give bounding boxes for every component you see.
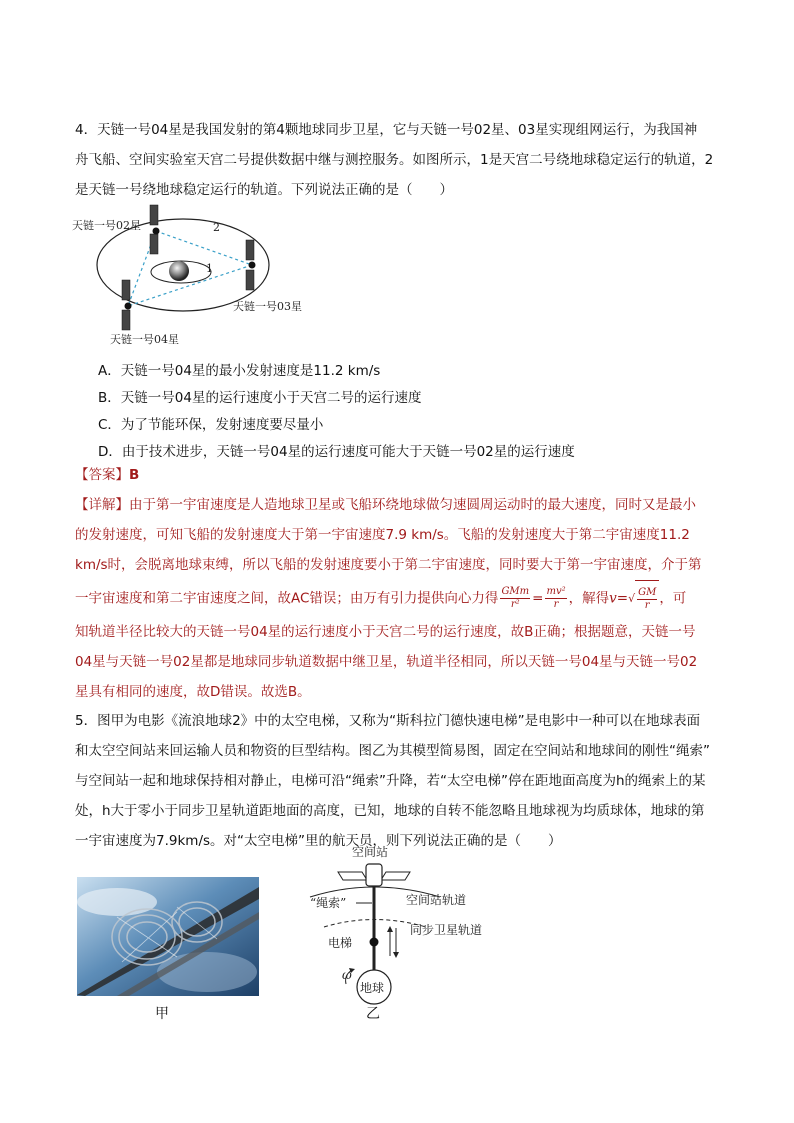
label-elevator: 电梯 bbox=[328, 936, 353, 950]
label-sat-02: 天链一号02星 bbox=[72, 219, 141, 232]
q4-option-a: A．天链一号04星的最小发射速度是11.2 km/s bbox=[98, 363, 381, 379]
formula-gmm-fraction bbox=[500, 586, 530, 611]
answer-value: B bbox=[129, 467, 140, 483]
caption-jia: 甲 bbox=[155, 1006, 169, 1022]
sqrt-den: r bbox=[644, 599, 650, 611]
q4-stem bbox=[75, 115, 735, 205]
earth-icon bbox=[169, 261, 189, 281]
label-sat-03: 天链一号03星 bbox=[233, 300, 302, 313]
q4-option-c: C．为了节能环保，发射速度要尽量小 bbox=[98, 417, 324, 433]
elevator-icon bbox=[370, 938, 379, 947]
station-body-icon bbox=[366, 864, 382, 886]
q5-stem-line4: 处，h大于零小于同步卫星轨道距地面的高度，已知，地球的自转不能忽略且地球视为均质球体，地球的第 bbox=[75, 803, 705, 819]
label-earth: 地球 bbox=[360, 981, 385, 995]
detail-line1 bbox=[75, 490, 735, 520]
label-rope: “绳索” bbox=[310, 896, 347, 910]
formula-eq: = bbox=[532, 590, 544, 607]
q5-stem-line1: 5．图甲为电影《流浪地球2》中的太空电梯，又称为“斯科拉门德快速电梯”是电影中一种可以在地球表面 bbox=[75, 713, 701, 729]
sqrt-num: GM bbox=[638, 586, 657, 598]
detail-line3: km/s时，会脱离地球束缚，所以飞船的发射速度要小于第二宇宙速度，同时要大于第一宇宙速度，介于第 bbox=[75, 557, 702, 573]
q4-stem-line2: 舟飞船、空间实验室天宫二号提供数据中继与测控服务。如图所示，1是天宫二号绕地球稳定运行的轨道，2 bbox=[75, 152, 714, 168]
satellite-04-icon bbox=[122, 280, 132, 330]
solar-panel-left-icon bbox=[338, 872, 367, 880]
label-sync-orbit: 同步卫星轨道 bbox=[410, 923, 483, 937]
detail-line2: 的发射速度，可知飞船的发射速度大于第一宇宙速度7.9 km/s。飞船的发射速度大于第二宇宙速度11.2 bbox=[75, 527, 690, 543]
q5-stem bbox=[75, 706, 735, 856]
detail-line5: 知轨道半径比较大的天链一号04星的运行速度小于天宫二号的运行速度，故B正确；根据题意，天链一号 bbox=[75, 624, 696, 640]
answer-tag: 【答案】 bbox=[75, 467, 129, 483]
satellite-02-icon bbox=[150, 205, 160, 254]
detail-tag: 【详解】 bbox=[75, 497, 129, 513]
f2-num: mv² bbox=[546, 586, 566, 597]
space-elevator-photo bbox=[77, 877, 259, 996]
solar-panel-right-icon bbox=[381, 872, 410, 880]
q4-orbit-figure bbox=[70, 200, 330, 350]
q5-stem-line3: 与空间站一起和地球保持相对静止，电梯可沿“绳索”升降，若“太空电梯”停在距地面高度为h的绳索上的某 bbox=[75, 773, 706, 789]
q5-stem-line2: 和太空空间站来回运输人员和物资的巨型结构。图乙为其模型简易图，固定在空间站和地球间的刚性“绳索” bbox=[75, 743, 710, 759]
q5-stem-line5: 一宇宙速度为7.9km/s。对“太空电梯”里的航天员，则下列说法正确的是（ ） bbox=[75, 833, 562, 849]
q4-stem-line1: 4．天链一号04星是我国发射的第4颗地球同步卫星，它与天链一号02星、03星实现组网运行，为我国神 bbox=[75, 122, 698, 138]
f1-num: GMm bbox=[501, 586, 530, 597]
label-orbit-2: 2 bbox=[213, 221, 220, 234]
q4-detail bbox=[75, 490, 735, 707]
q4-option-d: D．由于技术进步，天链一号04星的运行速度可能大于天链一号02星的运行速度 bbox=[98, 444, 575, 460]
q4-answer-line bbox=[75, 460, 735, 490]
satellite-03-icon bbox=[246, 240, 256, 290]
label-omega: ω bbox=[342, 968, 352, 982]
detail-text-1: 由于第一宇宙速度是人造地球卫星或飞船环绕地球做匀速圆周运动时的最大速度，同时又是最小 bbox=[129, 497, 696, 513]
q4-stem-line3: 是天链一号绕地球稳定运行的轨道。下列说法正确的是（ ） bbox=[75, 182, 453, 198]
label-orbit-1: 1 bbox=[206, 262, 213, 275]
f1-den: r² bbox=[510, 599, 520, 610]
detail-line6: 04星与天链一号02星都是地球同步轨道数据中继卫星，轨道半径相同，所以天链一号04星与天链一号02 bbox=[75, 654, 698, 670]
space-elevator-diagram bbox=[300, 842, 520, 1022]
formula-sqrt: √ $\frac{GM}{r}$ bbox=[628, 580, 659, 617]
q4-option-b: B．天链一号04星的运行速度小于天宫二号的运行速度 bbox=[98, 390, 422, 406]
label-sat-04: 天链一号04星 bbox=[110, 333, 179, 346]
label-station-orbit: 空间站轨道 bbox=[406, 893, 467, 907]
detail-line4 bbox=[75, 580, 735, 617]
detail-text-4a: 一宇宙速度和第二宇宙速度之间，故AC错误；由万有引力提供向心力得 bbox=[75, 590, 499, 607]
caption-yi: 乙 bbox=[366, 1006, 380, 1022]
f2-den: r bbox=[553, 599, 559, 610]
detail-text-4b: ，解得 bbox=[568, 590, 610, 607]
label-station: 空间站 bbox=[352, 845, 389, 859]
detail-line7: 星具有相同的速度，故D错误。故选B。 bbox=[75, 684, 311, 700]
formula-v: v= bbox=[609, 590, 629, 607]
detail-text-4c: ，可 bbox=[659, 590, 687, 607]
formula-mv2-fraction bbox=[545, 586, 566, 611]
